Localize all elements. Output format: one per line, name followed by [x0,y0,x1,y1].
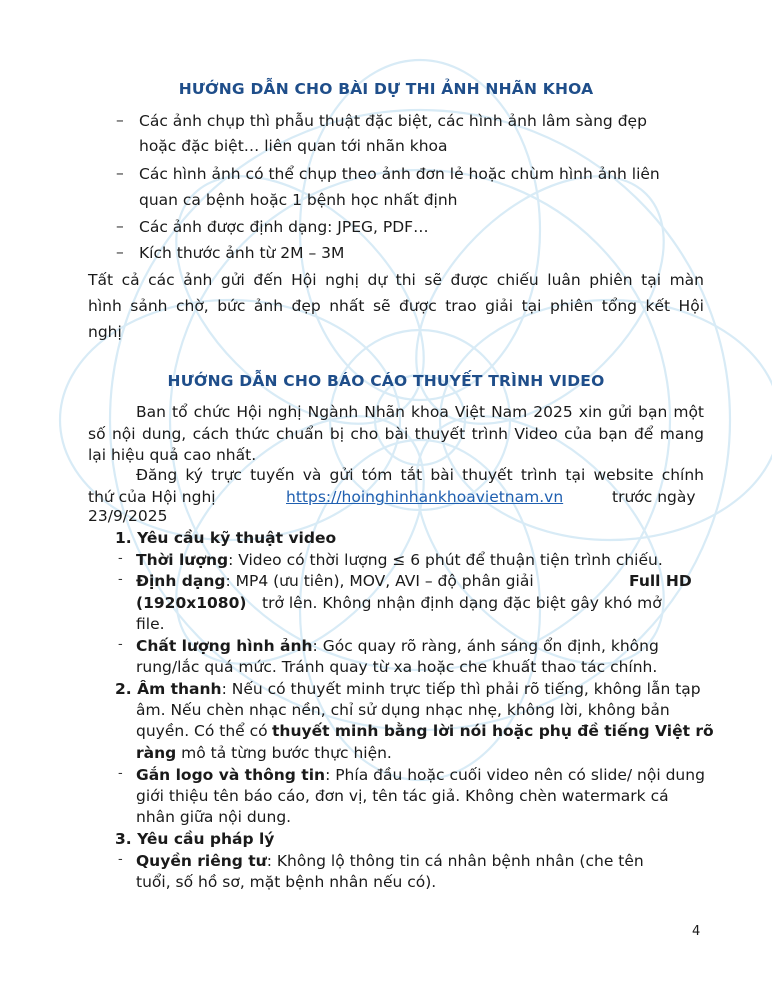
label: Định dạng [136,572,226,590]
text: tuổi, số hồ sơ, mặt bệnh nhân nếu có). [136,873,437,891]
bullet-text: Kích thước ảnh từ 2M – 3M [139,244,345,262]
label: Gắn logo và thông tin [136,766,326,784]
bullet-dash: - [118,637,123,652]
item-logo [136,765,705,785]
text [136,743,392,763]
text: giới thiệu tên báo cáo, đơn vị, tên tác giả. Không chèn watermark cá [136,787,669,805]
paragraph-line: 23/9/2025 [88,507,168,525]
bullet-dash: – [116,217,124,235]
bullet-dash: - [118,766,123,781]
text: rung/lắc quá mức. Tránh quay từ xa hoặc che khuất thao tác chính. [136,658,658,676]
text: mô tả từng bước thực hiện. [181,744,392,762]
text: : MP4 (ưu tiên), MOV, AVI – độ phân giải [225,572,534,590]
website-link[interactable]: https://hoinghinhankhoavietnam.vn [286,488,564,506]
text: : Nếu có thuyết minh trực tiếp thì phải rõ tiếng, không lẫn tạp [221,680,701,698]
format-bold: Full HD [629,572,692,590]
text: trở lên. Không nhận định dạng đặc biệt gây khó mở [262,594,662,612]
text [136,721,268,741]
bullet-dash: - [118,572,123,587]
paragraph-line: số nội dung, cách thức chuẩn bị cho bài thuyết trình Video của bạn để mang [88,425,704,443]
paragraph-line: Đăng ký trực tuyến và gửi tóm tắt bài thuyết trình tại website chính [136,466,704,484]
bullet-dash: - [118,551,123,566]
item-quality [136,636,659,656]
bold-text: ràng [136,744,177,762]
paragraph-line: lại hiệu quả cao nhất. [88,446,257,464]
bullet-text: Các hình ảnh có thể chụp theo ảnh đơn lẻ hoặc chùm hình ảnh liên [139,165,660,183]
bold-text: thuyết minh bằng lời nói hoặc phụ đề tiếng Việt rõ [272,722,714,740]
text: : Góc quay rõ ràng, ánh sáng ổn định, không [312,637,659,655]
text: : Phía đầu hoặc cuối video nên có slide/ nội dung [325,766,705,784]
bullet-dash: – [116,111,124,129]
text: : Không lộ thông tin cá nhân bệnh nhân (che tên [266,852,644,870]
section-title-photo-contest: HƯỚNG DẪN CHO BÀI DỰ THI ẢNH NHÃN KHOA [178,80,594,98]
subheading-2 [115,679,701,699]
paragraph-line: hình sảnh chờ, bức ảnh đẹp nhất sẽ được trao giải tại phiên tổng kết Hội [88,297,704,315]
label: 2. Âm thanh [115,680,222,698]
paragraph-line [88,487,216,507]
bullet-text: Các ảnh được định dạng: JPEG, PDF… [139,218,429,236]
page-number: 4 [692,924,701,939]
label: Quyền riêng tư [136,852,267,870]
bullet-text: hoặc đặc biệt… liên quan tới nhãn khoa [139,137,448,155]
item-format-cont [136,593,246,613]
bullet-dash: – [116,164,124,182]
text: : Video có thời lượng ≤ 6 phút để thuận tiện trình chiếu. [228,551,663,569]
bullet-dash: - [118,852,123,867]
text: trước ngày [612,488,696,506]
section-title-video: HƯỚNG DẪN CHO BÁO CÁO THUYẾT TRÌNH VIDEO [167,372,605,390]
subheading-1: 1. Yêu cầu kỹ thuật video [115,529,337,547]
bullet-text: Các ảnh chụp thì phẫu thuật đặc biệt, các hình ảnh lâm sàng đẹp [139,112,647,130]
label: Thời lượng [136,551,229,569]
label: Chất lượng hình ảnh [136,637,313,655]
paragraph-line: nghị [88,323,122,341]
item-duration [136,550,663,570]
text: nhân giữa nội dung. [136,808,292,826]
text: file. [136,615,165,633]
bullet-dash: – [116,243,124,261]
paragraph-line: Tất cả các ảnh gửi đến Hội nghị dự thi sẽ được chiếu luân phiên tại màn [88,271,704,289]
text: âm. Nếu chèn nhạc nền, chỉ sử dụng nhạc nhẹ, không lời, không bản [136,701,670,719]
bullet-text: quan ca bệnh hoặc 1 bệnh học nhất định [139,191,458,209]
text: thứ của Hội nghị [88,488,216,506]
subheading-3: 3. Yêu cầu pháp lý [115,830,275,848]
text: quyền. Có thể có [136,722,268,740]
item-format [136,571,534,591]
res: (1920x1080) [136,594,247,612]
paragraph-line: Ban tổ chức Hội nghị Ngành Nhãn khoa Việt Nam 2025 xin gửi bạn một [136,403,704,421]
item-privacy [136,851,644,871]
